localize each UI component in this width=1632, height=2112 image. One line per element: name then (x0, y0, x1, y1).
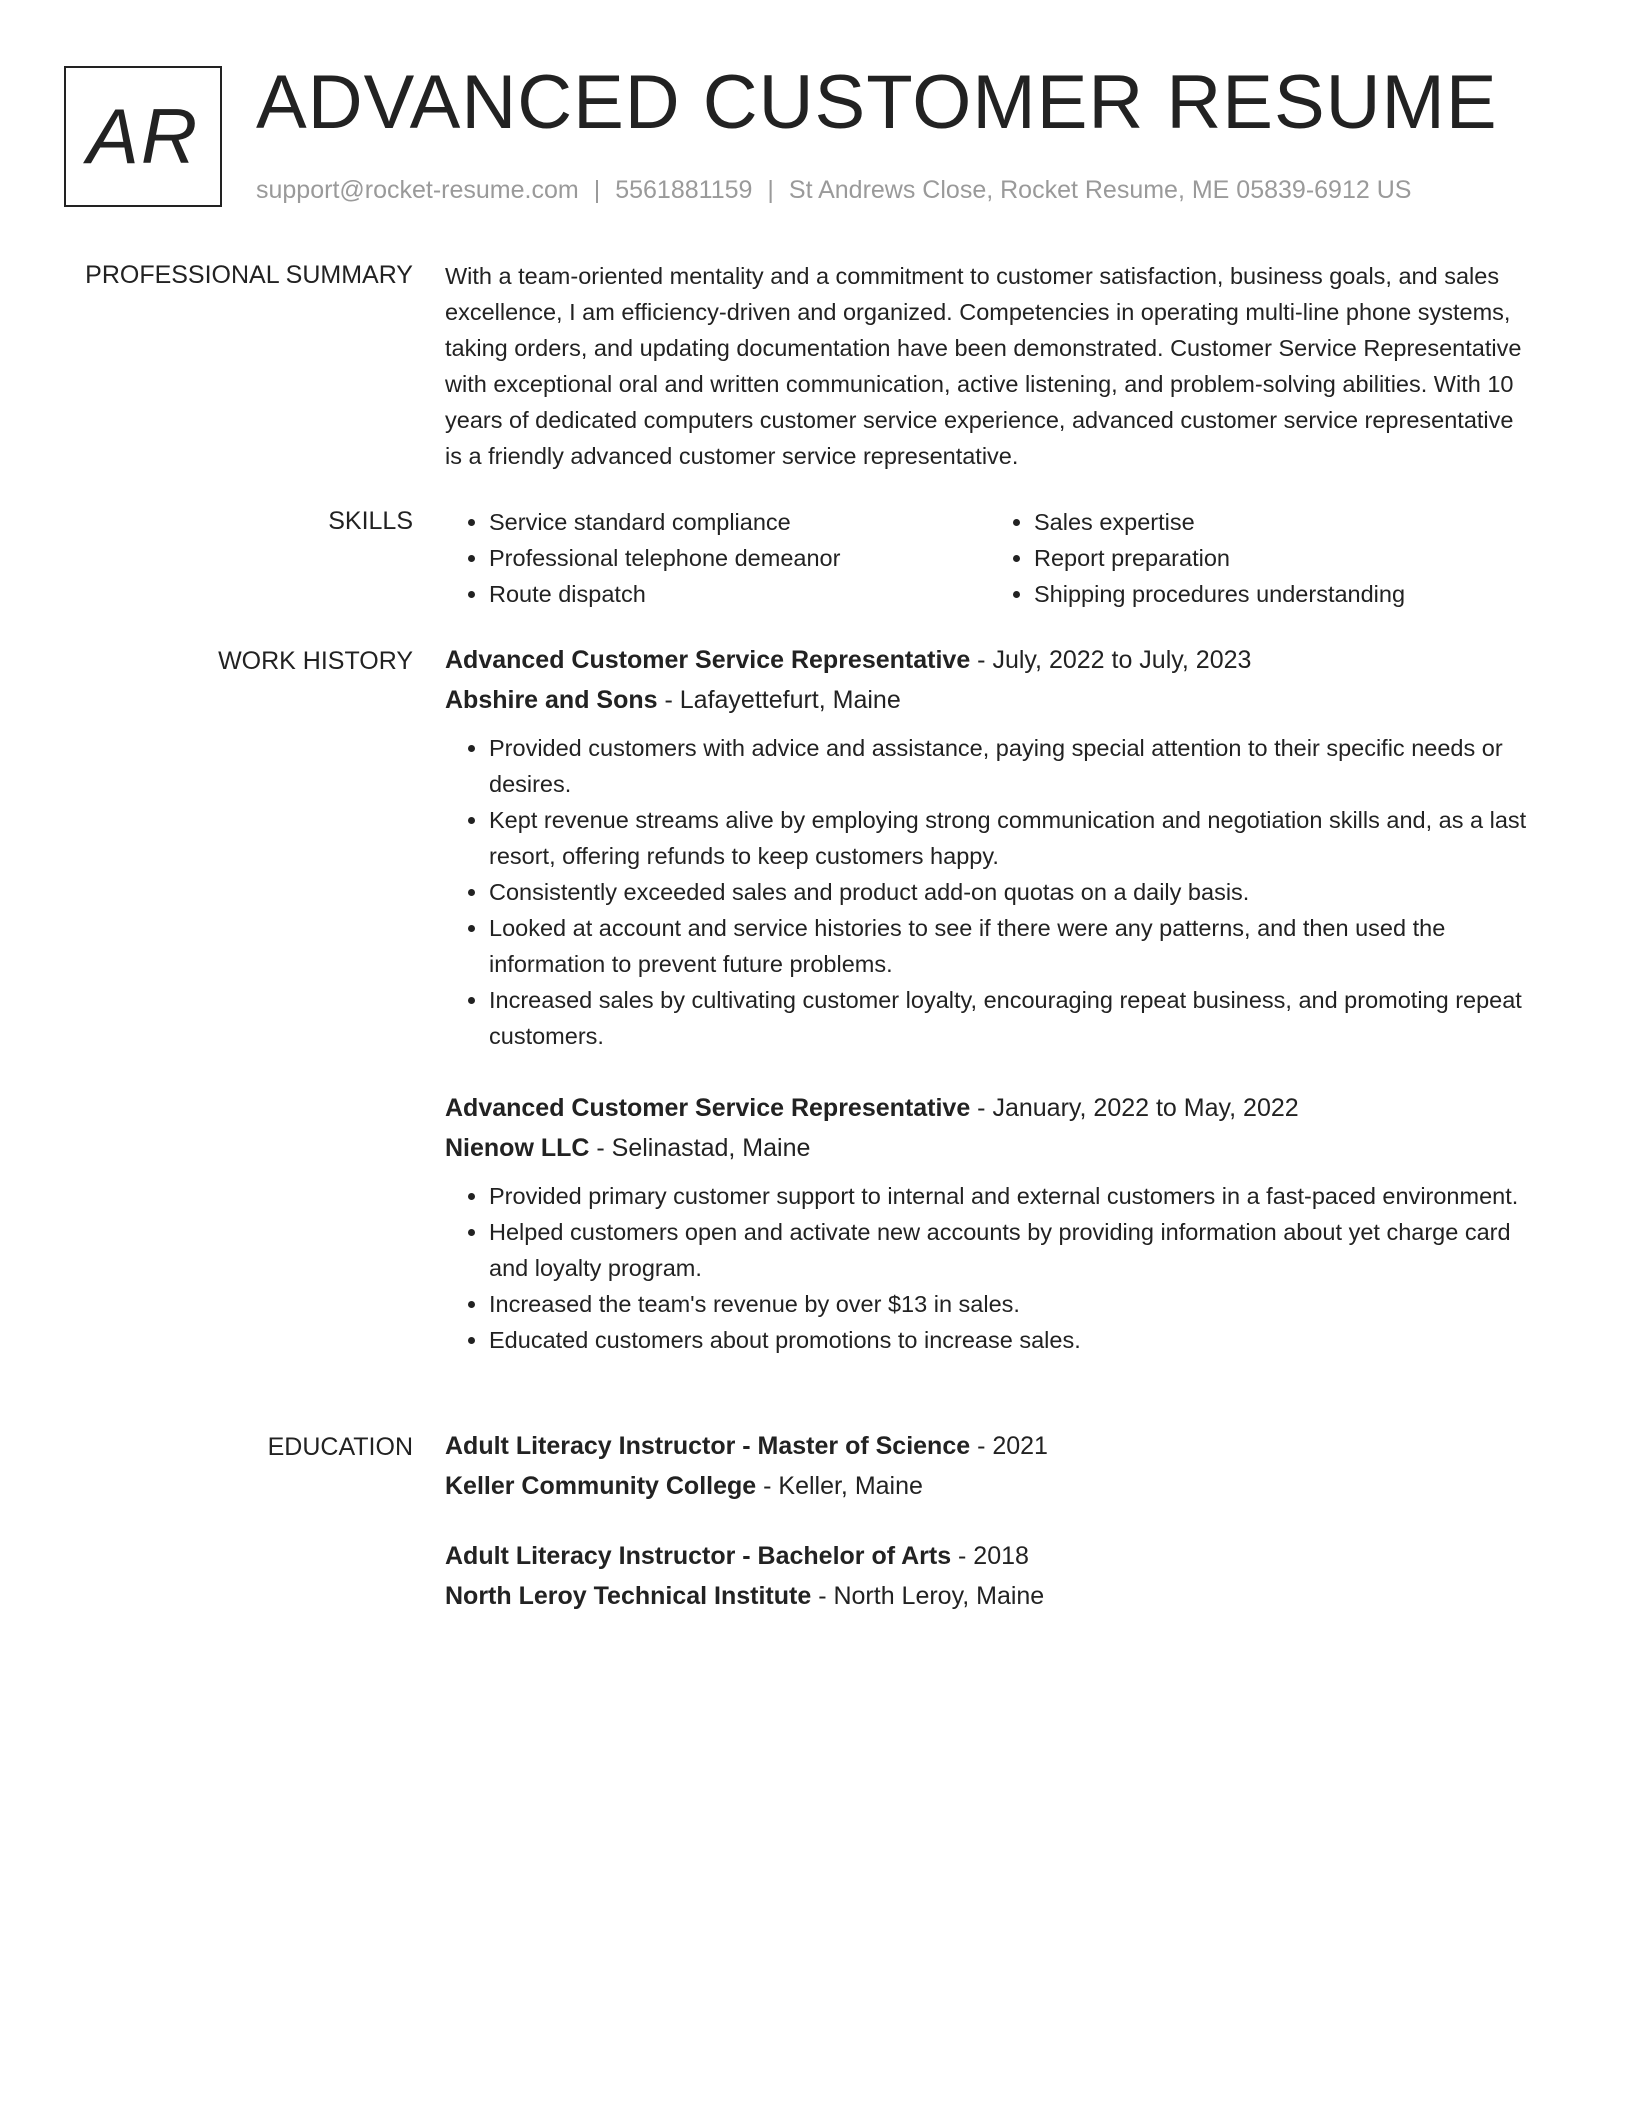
contact-phone: 5561881159 (615, 176, 753, 204)
job-bullet: • Helped customers open and activate new accounts by providing information about yet charge card and loyalty program. (489, 1214, 1535, 1286)
section-title-summary: PROFESSIONAL SUMMARY (85, 261, 413, 289)
job-bullet: • Educated customers about promotions to increase sales. (489, 1322, 1535, 1358)
job-entry (445, 640, 1535, 1054)
job-location: - Lafayettefurt, Maine (657, 686, 901, 714)
section-title-education: EDUCATION (267, 1433, 413, 1461)
education-entry (445, 1536, 1535, 1616)
skill-item: • Route dispatch (489, 576, 990, 612)
section-title-work-history: WORK HISTORY (218, 647, 413, 675)
education-degree-line (445, 1536, 1535, 1576)
job-dates: - July, 2022 to July, 2023 (970, 646, 1252, 674)
job-bullet: • Kept revenue streams alive by employing strong communication and negotiation skills and, as a last resort, offering refunds to keep customers happy. (489, 802, 1535, 874)
job-bullets (445, 1178, 1535, 1358)
job-company: Nienow LLC (445, 1134, 590, 1162)
skill-item: • Service standard compliance (489, 504, 990, 540)
monogram-initials: AR (86, 92, 200, 180)
contact-address: St Andrews Close, Rocket Resume, ME 05839-6912 US (788, 176, 1412, 204)
work-history-body (445, 640, 1535, 1358)
job-bullet: • Looked at account and service histories to see if there were any patterns, and then used the information to prevent future problems. (489, 910, 1535, 982)
job-company: Abshire and Sons (445, 686, 658, 714)
skill-item: • Report preparation (1034, 540, 1535, 576)
education-location: - North Leroy, Maine (811, 1582, 1045, 1610)
job-title-line (445, 1088, 1535, 1128)
job-company-line (445, 680, 1535, 720)
education-degree: Adult Literacy Instructor - Master of Science (445, 1432, 971, 1460)
job-role: Advanced Customer Service Representative (445, 1094, 971, 1122)
job-dates: - January, 2022 to May, 2022 (970, 1094, 1299, 1122)
skills-list-right (990, 504, 1535, 612)
job-bullet: • Provided primary customer support to internal and external customers in a fast-paced environment. (489, 1178, 1535, 1214)
contact-line (256, 172, 1411, 208)
contact-separator: | (593, 176, 601, 204)
job-bullets (445, 730, 1535, 1054)
contact-separator: | (767, 176, 774, 204)
education-school-line (445, 1576, 1535, 1616)
education-degree-line (445, 1426, 1535, 1466)
resume-title: ADVANCED CUSTOMER RESUME (256, 60, 1498, 145)
job-location: - Selinastad, Maine (589, 1134, 811, 1162)
job-bullet: • Consistently exceeded sales and product add-on quotas on a daily basis. (489, 874, 1535, 910)
education-year: - 2021 (970, 1432, 1048, 1460)
job-company-line (445, 1128, 1535, 1168)
education-school-line (445, 1466, 1535, 1506)
job-bullet: • Increased the team's revenue by over $13 in sales. (489, 1286, 1535, 1322)
education-year: - 2018 (951, 1542, 1029, 1570)
education-body (445, 1426, 1535, 1616)
job-bullet: • Provided customers with advice and assistance, paying special attention to their specific needs or desires. (489, 730, 1535, 802)
skill-item: • Sales expertise (1034, 504, 1535, 540)
section-title-skills: SKILLS (328, 507, 413, 535)
contact-email: support@rocket-resume.com (256, 176, 579, 204)
skill-item: • Shipping procedures understanding (1034, 576, 1535, 612)
education-school: Keller Community College (445, 1472, 757, 1500)
job-bullet: • Increased sales by cultivating customer loyalty, encouraging repeat business, and promoting repeat customers. (489, 982, 1535, 1054)
summary-body (445, 258, 1535, 474)
education-entry (445, 1426, 1535, 1506)
job-role: Advanced Customer Service Representative (445, 646, 971, 674)
monogram-box (64, 66, 222, 207)
job-title-line (445, 640, 1535, 680)
education-degree: Adult Literacy Instructor - Bachelor of Arts (445, 1542, 952, 1570)
skills-list-left (445, 504, 990, 612)
skill-item: • Professional telephone demeanor (489, 540, 990, 576)
education-school: North Leroy Technical Institute (445, 1582, 812, 1610)
summary-text: With a team-oriented mentality and a commitment to customer satisfaction, business goals, and sales excellence, I am efficiency-driven and organized. Competencies in operating multi-line phone systems, taking orders, and updating documentation have been demonstrated. Customer Service Representative with exceptional oral and written communication, active listening, and problem-solving abilities. With 10 years of dedicated computers customer service experience, advanced customer service representative is a friendly advanced customer service representative. (445, 263, 1522, 469)
skills-grid (445, 504, 1535, 612)
job-entry (445, 1088, 1535, 1358)
skills-body (445, 504, 1535, 612)
education-location: - Keller, Maine (756, 1472, 923, 1500)
